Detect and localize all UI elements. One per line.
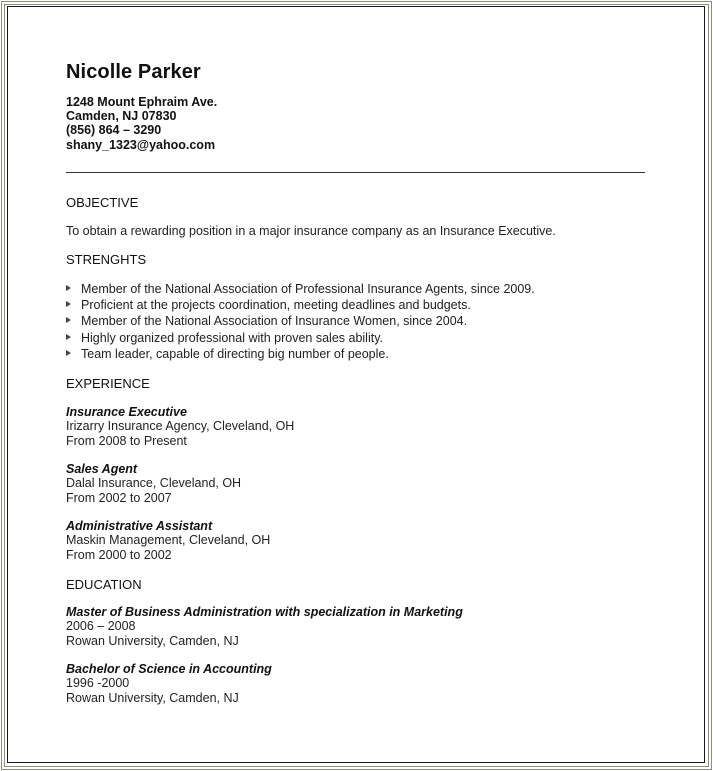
triangle-bullet-icon: [66, 334, 71, 340]
degree-school: Rowan University, Camden, NJ: [66, 690, 239, 705]
strengths-heading: STRENGHTS: [66, 252, 147, 267]
triangle-bullet-icon: [66, 350, 71, 356]
address-line-2: Camden, NJ 07830: [66, 109, 177, 124]
header-divider: [66, 172, 645, 173]
strengths-list: [66, 281, 535, 362]
strength-item: Highly organized professional with proven sales ability.: [66, 330, 535, 346]
experience-heading: EXPERIENCE: [66, 376, 150, 391]
degree-school: Rowan University, Camden, NJ: [66, 633, 239, 648]
objective-heading: OBJECTIVE: [66, 195, 139, 210]
job-title: Insurance Executive: [66, 405, 187, 419]
degree-title: Bachelor of Science in Accounting: [66, 662, 272, 676]
contact-block: [66, 95, 217, 152]
address-line-1: 1248 Mount Ephraim Ave.: [66, 95, 218, 109]
job-entry: [66, 519, 270, 562]
triangle-bullet-icon: [66, 317, 71, 323]
degree-years: 2006 – 2008: [66, 619, 136, 634]
job-period: From 2002 to 2007: [66, 490, 172, 505]
triangle-bullet-icon: [66, 301, 71, 307]
job-title: Administrative Assistant: [66, 519, 213, 533]
email-address: shany_1323@yahoo.com: [66, 137, 216, 152]
degree-title: Master of Business Administration with specialization in Marketing: [66, 605, 463, 619]
triangle-bullet-icon: [66, 285, 71, 291]
phone-number: (856) 864 – 3290: [66, 123, 162, 138]
objective-text: To obtain a rewarding position in a major insurance company as an Insurance Executive.: [66, 224, 556, 238]
job-entry: [66, 405, 294, 448]
job-company: Irizarry Insurance Agency, Cleveland, OH: [66, 419, 295, 434]
strength-item: Proficient at the projects coordination, meeting deadlines and budgets.: [66, 297, 535, 313]
job-period: From 2000 to 2002: [66, 547, 172, 562]
candidate-name: Nicolle Parker: [66, 61, 201, 83]
job-company: Dalal Insurance, Cleveland, OH: [66, 476, 242, 491]
job-company: Maskin Management, Cleveland, OH: [66, 533, 271, 548]
degree-entry: [66, 662, 272, 705]
education-heading: EDUCATION: [66, 577, 142, 592]
job-title: Sales Agent: [66, 462, 138, 476]
job-entry: [66, 462, 241, 505]
strength-item: Team leader, capable of directing big number of people.: [66, 346, 535, 362]
job-period: From 2008 to Present: [66, 433, 187, 448]
degree-entry: [66, 605, 463, 648]
degree-years: 1996 -2000: [66, 676, 130, 691]
strength-item: Member of the National Association of Professional Insurance Agents, since 2009.: [66, 281, 535, 297]
strength-item: Member of the National Association of Insurance Women, since 2004.: [66, 313, 535, 329]
